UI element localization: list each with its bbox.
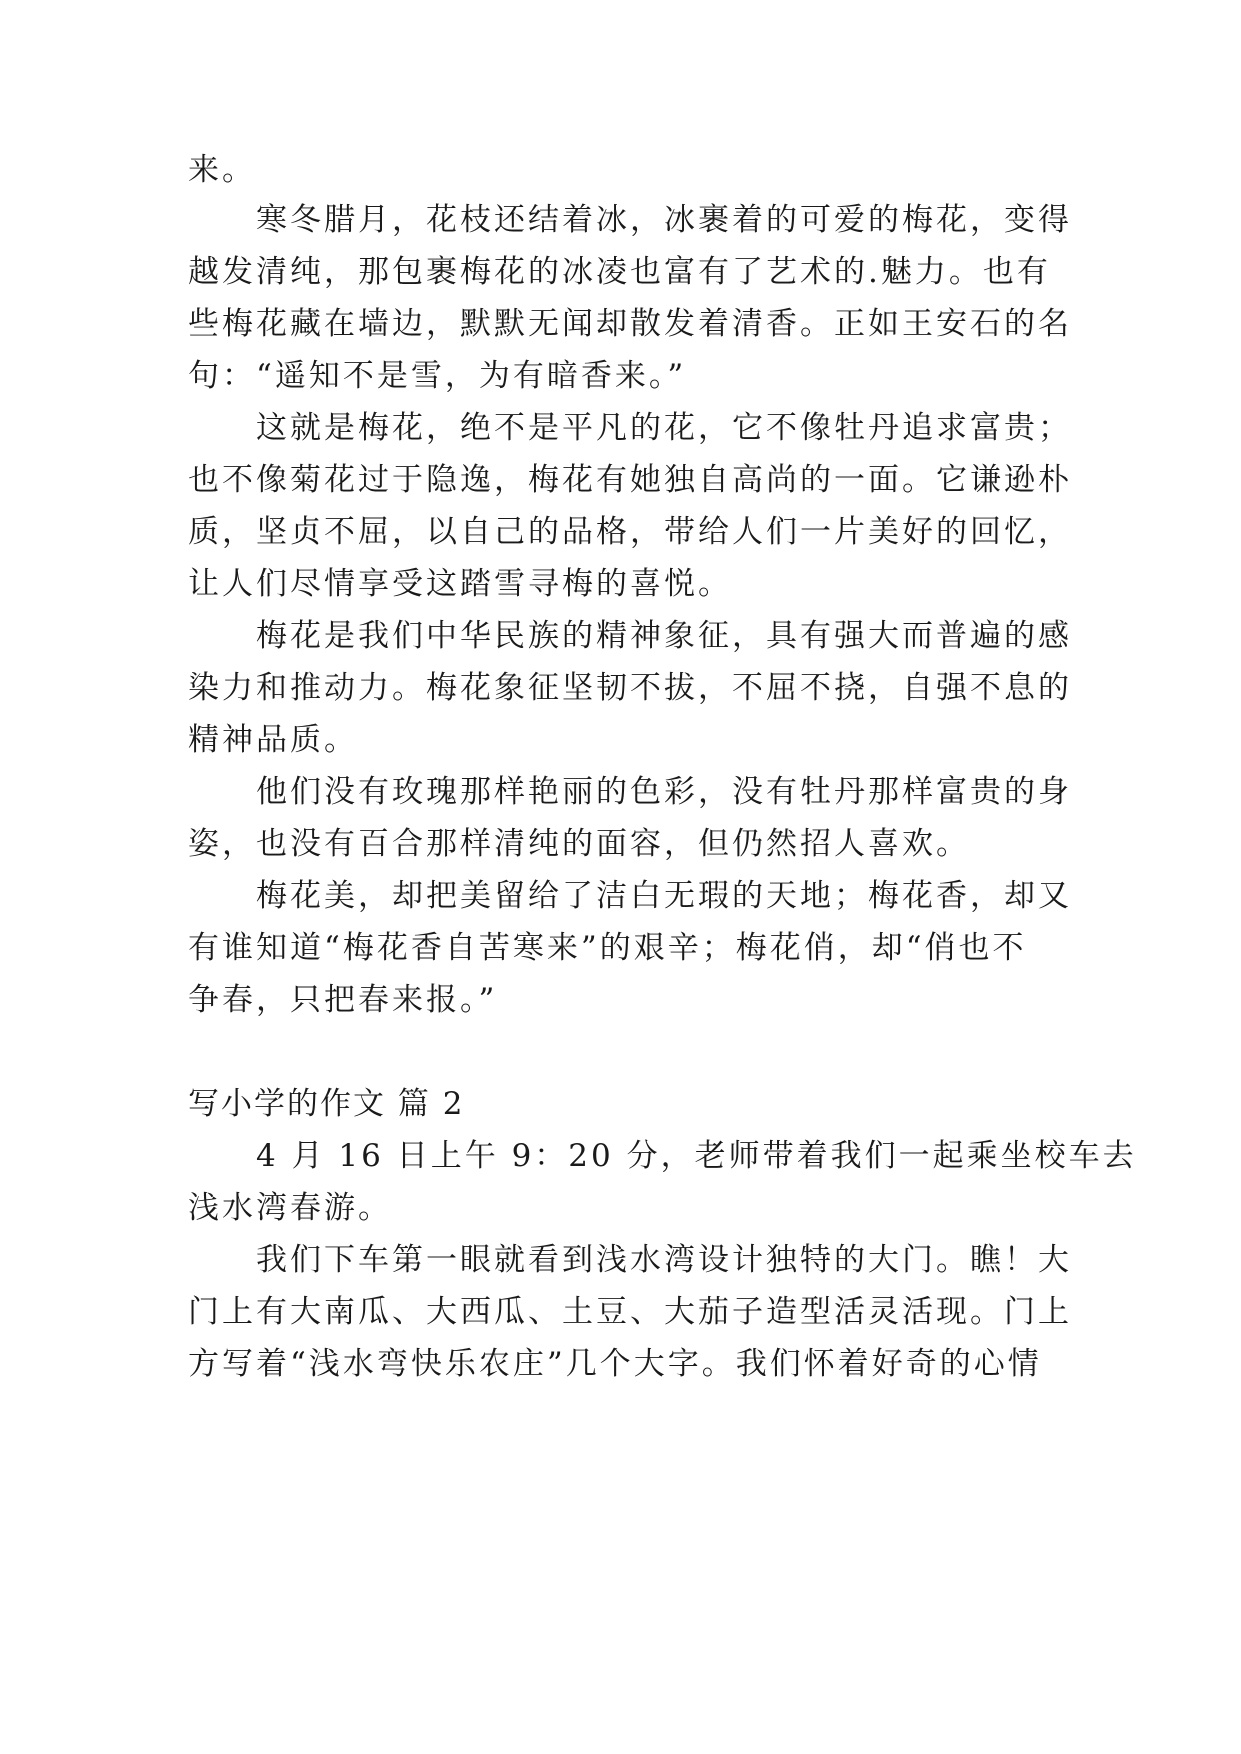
text-line: 精神品质。 (188, 722, 358, 758)
text-line: 姿，也没有百合那样清纯的面容，但仍然招人喜欢。 (188, 826, 970, 862)
text-line: 染力和推动力。梅花象征坚韧不拔，不屈不挠，自强不息的 (188, 670, 1072, 706)
text-line: 方写着“浅水弯快乐农庄”几个大字。我们怀着好奇的心情 (188, 1346, 1042, 1382)
text-line: 争春，只把春来报。” (188, 982, 498, 1018)
text-line: 句：“遥知不是雪，为有暗香来。” (188, 358, 687, 394)
text-line: 让人们尽情享受这踏雪寻梅的喜悦。 (188, 566, 732, 602)
text-line: 有谁知道“梅花香自苦寒来”的艰辛；梅花俏，却“俏也不 (188, 930, 1027, 966)
text-line: 些梅花藏在墙边，默默无闻却散发着清香。正如王安石的名 (188, 306, 1072, 342)
text-line: 也不像菊花过于隐逸，梅花有她独自高尚的一面。它谦逊朴 (188, 462, 1072, 498)
paragraph-first-line: 我们下车第一眼就看到浅水湾设计独特的大门。瞧！大 (256, 1242, 1072, 1278)
text-line: 门上有大南瓜、大西瓜、土豆、大茄子造型活灵活现。门上 (188, 1294, 1072, 1330)
paragraph-first-line: 这就是梅花，绝不是平凡的花，它不像牡丹追求富贵； (256, 410, 1072, 446)
text-line: 浅水湾春游。 (188, 1190, 392, 1226)
paragraph-first-line: 4 月 16 日上午 9：20 分，老师带着我们一起乘坐校车去 (256, 1138, 1137, 1174)
paragraph-first-line: 寒冬腊月，花枝还结着冰，冰裹着的可爱的梅花，变得 (256, 202, 1072, 238)
text-line: 质，坚贞不屈，以自己的品格，带给人们一片美好的回忆， (188, 514, 1072, 550)
paragraph-first-line: 他们没有玫瑰那样艳丽的色彩，没有牡丹那样富贵的身 (256, 774, 1072, 810)
paragraph-first-line: 梅花是我们中华民族的精神象征，具有强大而普遍的感 (256, 618, 1072, 654)
text-line: 越发清纯，那包裹梅花的冰凌也富有了艺术的.魅力。也有 (188, 254, 1051, 290)
text-line: 来。 (188, 152, 256, 188)
paragraph-first-line: 梅花美，却把美留给了洁白无瑕的天地；梅花香，却又 (256, 878, 1072, 914)
section-heading: 写小学的作文 篇 2 (188, 1086, 465, 1122)
